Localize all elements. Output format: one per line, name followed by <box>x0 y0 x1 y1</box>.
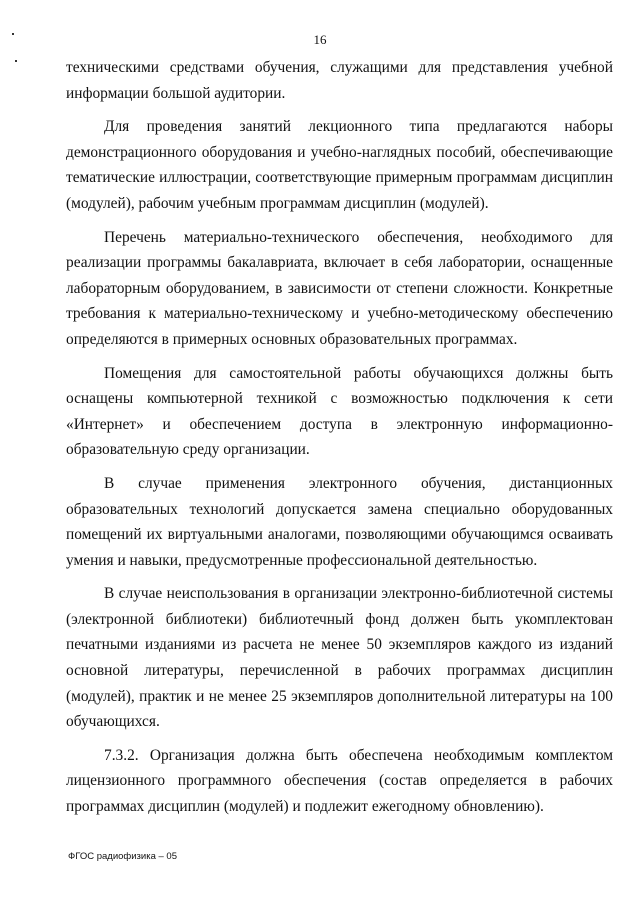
paragraph: Для проведения занятий лекционного типа предлагаются наборы демонстрационного оборудования и учебно-наглядных пособий, обеспечивающие тематические иллюстрации, соответствующие примерным программам дисциплин (модулей), рабочим учебным программам дисциплин (модулей). <box>66 118 613 212</box>
paragraph: 7.3.2. Организация должна быть обеспечена необходимым комплектом лицензионного программного обеспечения (состав определяется в рабочих программах дисциплин (модулей) и подлежит ежегодному обновлению). <box>66 746 613 816</box>
page-number: 16 <box>313 32 327 47</box>
paragraph: В случае применения электронного обучения, дистанционных образовательных технологий допускается замена специально оборудованных помещений их виртуальными аналогами, позволяющими обучающимся осваивать умения и навыки, предусмотренные профессиональной деятельностью. <box>66 474 613 569</box>
scan-speck <box>15 60 17 62</box>
paragraph: В случае неиспользования в организации электронно-библиотечной системы (электронной библиотеки) библиотечный фонд должен быть укомплектован печатными изданиями из расчета не менее 50 экземпляров каждого из изданий основной литературы, перечисленной в рабочих программах дисциплин (модулей), практик и не менее 25 экземпляров дополнительной литературы на 100 обучающихся. <box>66 585 613 731</box>
paragraph: Перечень материально-технического обеспечения, необходимого для реализации программы бакалавриата, включает в себя лаборатории, оснащенные лабораторным оборудованием, в зависимости от степени сложности. Конкретные требования к материально-техническому и учебно-методическому обеспечению определяются в примерных основных образовательных программах. <box>66 228 613 348</box>
body-text <box>66 55 613 828</box>
paragraph: Помещения для самостоятельной работы обучающихся должны быть оснащены компьютерной техникой с возможностью подключения к сети «Интернет» и обеспечением доступа в электронную информационно-образовательную среду организации. <box>66 364 613 459</box>
footer-label: ФГОС радиофизика – 05 <box>68 851 177 862</box>
paragraph: техническими средствами обучения, служащими для представления учебной информации большой аудитории. <box>66 59 613 102</box>
